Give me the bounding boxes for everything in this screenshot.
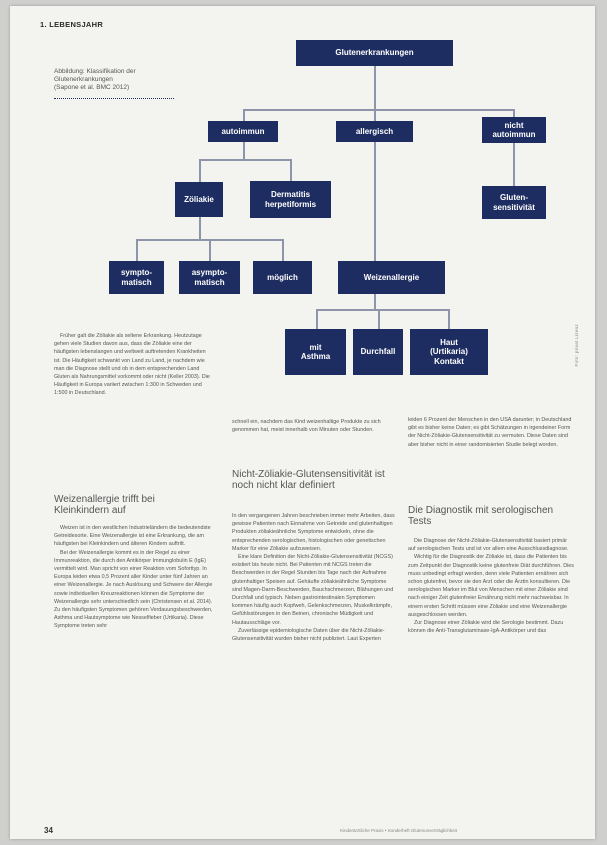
- node-autoimmun: autoimmun: [208, 121, 278, 142]
- figure-caption: [54, 68, 174, 99]
- heading-weizenallergie: Weizenallergie trifft bei Kleinkindern auf: [54, 494, 155, 516]
- paragraph: Die Diagnose der Nicht-Zöliakie-Glutensensitivität basiert primär auf serologischen Tests und ist vor allem eine Ausschlussdiagnose.: [408, 538, 569, 553]
- page-number: 34: [44, 826, 53, 835]
- node-asymptomatisch: asympto- matisch: [179, 261, 240, 294]
- col3-body: [408, 537, 574, 635]
- section-header: 1. LEBENSJAHR: [40, 20, 104, 29]
- col1-body: [54, 524, 214, 631]
- node-weizenallergie: Weizenallergie: [338, 261, 445, 294]
- paragraph: schnell ein, nachdem das Kind weizenhaltige Produkte zu sich genommen hat, meist innerhalb von Minuten oder Stunden.: [232, 419, 381, 434]
- col3-intro: [408, 416, 574, 449]
- paragraph: Eine klare Definition der Nicht-Zöliakie-Glutensensitivität (NCGS) existiert bis heute nicht. Bei Patienten mit NCGS treten die Beschwerden in der Regel Stunden bis Tage nach der Aufnahme glutenhaltiger Speisen auf. Gehäufte zöliakieähnliche Symptome sind Magen-Darm-Beschwerden, Bauchschmerzen, Blähungen und Durchfall und typisch. Neben gastrointestinalen Symptomen kommen häufig auch Kopfweh, Gelenkschmerzen, Muskelkrämpfe, Gefühlsstörungen in den Beinen, chronische Müdigkeit und Hautausschläge vor.: [232, 554, 394, 626]
- side-credit: Foto: privat Lizenz: [574, 324, 579, 367]
- page: [10, 6, 595, 839]
- paragraph: Wichtig für die Diagnostik der Zöliakie ist, dass die Patienten bis zum Zeitpunkt der Diagnostik keine glutenfreie Diät durchführen. Dies muss unbedingt erfragt werden, denn viele Patienten ernähren sich schon glutenfrei, bevor sie den Arzt oder die Ärztin konsultieren. Die serologischen Marker im Blut von Menschen mit einer Zöliakie sind nach einiger Zeit glutenfreier Ernährung nicht mehr nachweisbar. In einem ersten Schritt müssen eine Zöliakie und eine Weizenallergie ausgeschlossen werden.: [408, 554, 574, 618]
- paragraph: Früher galt die Zöliakie als seltene Erkrankung. Heutzutage gehen viele Studien davon aus, dass die Zöliakie eine der häufigsten lebenslangen und weltweit auftretenden Krankheiten ist. Die Häufigkeit schwankt von Land zu Land, je nachdem wie man die Diagnose stellt und ob in dem entsprechenden Land Gluten als Nahrungsmittel vorkommt oder nicht (Keller 2003). Die Häufigkeit in Europa variiert zwischen 1:300 in Schweden und 1:500 in Deutschland.: [54, 333, 210, 397]
- heading-ncgs: Nicht-Zöliakie-Glutensensitivität ist noch nicht klar definiert: [232, 469, 385, 491]
- node-dermatitis: Dermatitis herpetiformis: [250, 181, 331, 218]
- node-glutensensitivitaet: Gluten- sensitivität: [482, 186, 546, 219]
- footer-publication: Kinderärztliche Praxis • Sonderheft Glutenunverträglichkeit: [340, 828, 457, 833]
- paragraph: Zur Diagnose einer Zöliakie wird die Serologie bestimmt. Dazu können die Anti-Transglutaminase-IgA-Antikörper und das: [408, 620, 564, 635]
- paragraph: leiden 6 Prozent der Menschen in den USA darunter; in Deutschland gibt es bisher keine Daten; es gibt Schätzungen in irgendeiner Form der Nicht-Zöliakie-Glutensensitivität zu vermuten. Diese Daten sind aber bisher nicht in einer randomisierten Studie belegt worden.: [408, 417, 572, 448]
- node-asthma: mit Asthma: [285, 329, 346, 375]
- heading-diagnostik: Die Diagnostik mit serologischen Tests: [408, 505, 554, 527]
- col1-intro: [54, 332, 214, 398]
- node-glutenerkrankungen: Glutenerkrankungen: [296, 40, 453, 66]
- caption-line: Glutenerkrankungen: [54, 76, 113, 83]
- col2-intro: [232, 418, 396, 434]
- node-allergisch: allergisch: [336, 121, 413, 142]
- caption-line: (Sapone et al. BMC 2012): [54, 84, 130, 91]
- node-haut: Haut (Urtikaria) Kontakt: [410, 329, 488, 375]
- paragraph: Bei der Weizenallergie kommt es in der Regel zu einer Immunreaktion, die durch den Antikörper Immunglobulin E (IgE) vermittelt wird. Man spricht von einer Reaktion vom Soforttyp. In Europa leiden etwa 0,5 Prozent aller Kinder unter fünf Jahren an einer Weizenallergie. Je nach Auslösung und Schwere der Allergie sowie individuellen Kreuzreaktionen können die Symptome der Weizenallergie sehr unterschiedlich sein (Christensen et al. 2014). Zu den häufigsten Symptomen gehören Verdauungsbeschwerden, Asthma und Hautsymptome wie Nesselfieber (Urtikaria). Diese Symptome treten sehr: [54, 549, 213, 630]
- node-nicht-autoimmun: nicht autoimmun: [482, 117, 546, 143]
- paragraph: In den vergangenen Jahren beschrieben immer mehr Arbeiten, dass gewisse Patienten nach Einnahme von Getreide und glutenhaltigen Produkten zöliakieähnliche Symptome entwickeln, ohne die entsprechenden serologischen, histologischen oder genetischen Marker für eine Zöliakie aufzuweisen.: [232, 513, 395, 552]
- node-symptomatisch: sympto- matisch: [109, 261, 164, 294]
- node-moeglich: möglich: [253, 261, 312, 294]
- node-zoeliakie: Zöliakie: [175, 182, 223, 217]
- col2-body: [232, 512, 396, 643]
- caption-line: Abbildung: Klassifikation der: [54, 68, 136, 75]
- node-durchfall: Durchfall: [353, 329, 403, 375]
- paragraph: Weizen ist in den westlichen Industrieländern die bedeutendste Getreidesorte. Eine Weizenallergie ist eine Erkrankung, die am häufigsten bei Kleinkindern und älteren Kindern auftritt.: [54, 525, 211, 548]
- paragraph: Zuverlässige epidemiologische Daten über die Nicht-Zöliakie-Glutensensitivität wurden bisher nicht publiziert. Laut Experten: [232, 627, 385, 643]
